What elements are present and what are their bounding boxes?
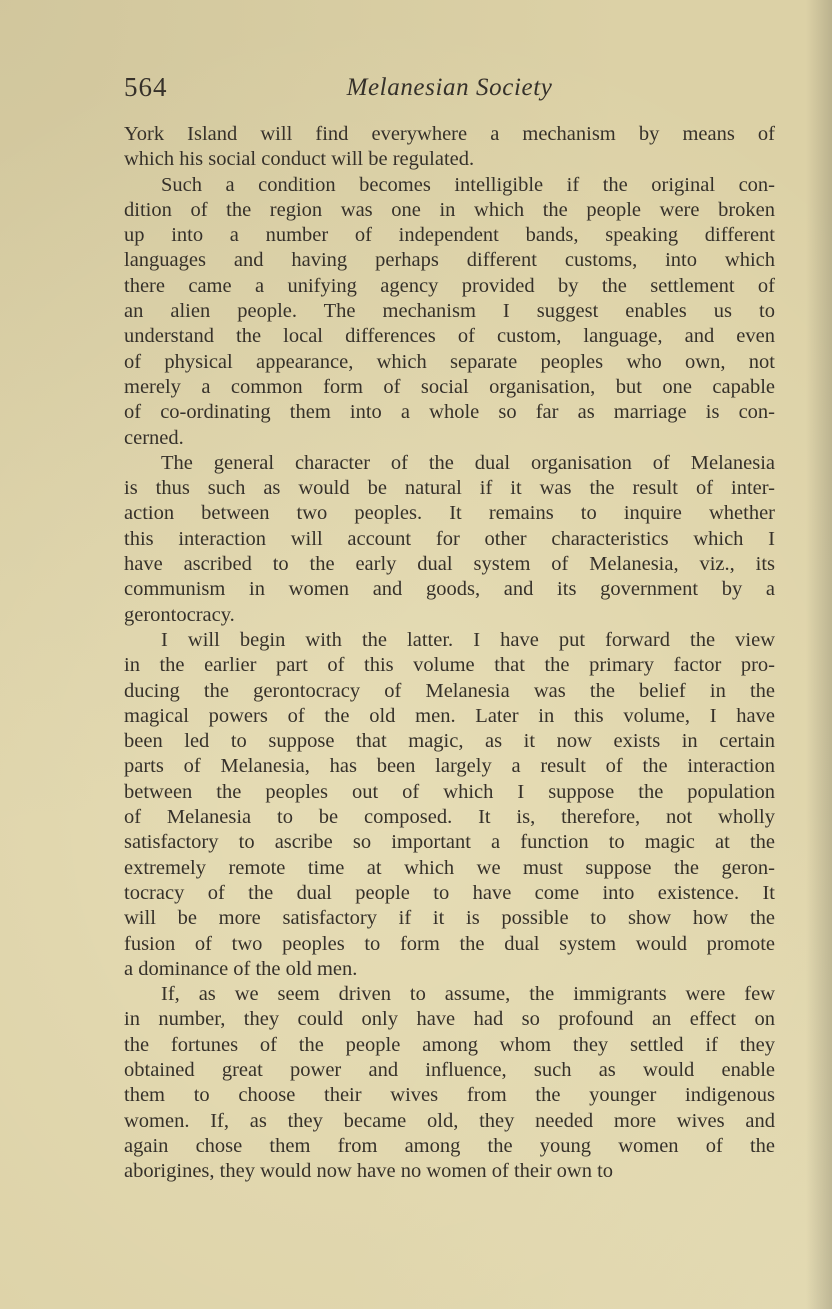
text-line: will be more satisfactory if it is possible to show how the <box>124 907 775 930</box>
text-line: is thus such as would be natural if it was the result of inter- <box>124 477 775 500</box>
text-line: satisfactory to ascribe so important a function to magic at the <box>124 831 775 854</box>
text-line: again chose them from among the young women of the <box>124 1134 775 1157</box>
text-line: fusion of two peoples to form the dual system would promote <box>124 932 775 955</box>
text-line: up into a number of independent bands, speaking different <box>124 224 775 247</box>
running-title: Melanesian Society <box>346 74 553 101</box>
text-line: them to choose their wives from the younger indigenous <box>124 1084 775 1107</box>
text-line: magical powers of the old men. Later in this volume, I have <box>124 704 775 727</box>
text-line: The general character of the dual organisation of Melanesia <box>161 451 775 474</box>
text-line: this interaction will account for other characteristics which I <box>124 527 775 550</box>
text-line: languages and having perhaps different customs, into which <box>124 249 775 272</box>
page-number: 564 <box>124 72 168 102</box>
text-line: a dominance of the old men. <box>124 957 358 980</box>
text-line: cerned. <box>124 426 184 449</box>
text-line: between the peoples out of which I suppose the population <box>124 780 775 803</box>
text-line: of Melanesia to be composed. It is, therefore, not wholly <box>124 806 775 829</box>
text-line: ducing the gerontocracy of Melanesia was the belief in the <box>124 679 775 702</box>
text-line: Such a condition becomes intelligible if the original con- <box>161 173 775 196</box>
text-line: of co-ordinating them into a whole so far as marriage is con- <box>124 401 775 424</box>
text-line: which his social conduct will be regulated. <box>124 148 475 171</box>
text-line: communism in women and goods, and its government by a <box>124 578 775 601</box>
text-line: extremely remote time at which we must suppose the geron- <box>124 856 775 879</box>
text-line: women. If, as they became old, they needed more wives and <box>124 1109 775 1132</box>
text-line: gerontocracy. <box>124 603 235 626</box>
text-line: parts of Melanesia, has been largely a result of the interaction <box>124 755 775 778</box>
paragraph <box>124 982 775 1184</box>
text-line: of physical appearance, which separate peoples who own, not <box>124 350 775 373</box>
text-line: have ascribed to the early dual system of Melanesia, viz., its <box>124 553 775 576</box>
text-line: action between two peoples. It remains to inquire whether <box>124 502 775 525</box>
text-line: in the earlier part of this volume that the primary factor pro- <box>124 654 775 677</box>
text-line: been led to suppose that magic, as it now exists in certain <box>124 730 775 753</box>
text-line: understand the local differences of custom, language, and even <box>124 325 775 348</box>
text-line: merely a common form of social organisation, but one capable <box>124 375 775 398</box>
text-line: there came a unifying agency provided by the settlement of <box>124 274 775 297</box>
text-line: If, as we seem driven to assume, the immigrants were few <box>161 983 775 1006</box>
paragraph <box>124 173 775 451</box>
text-line: the fortunes of the people among whom they settled if they <box>124 1033 775 1056</box>
text-line: dition of the region was one in which the people were broken <box>124 198 775 221</box>
text-line: aborigines, they would now have no women of their own to <box>124 1160 614 1183</box>
text-line: I will begin with the latter. I have put forward the view <box>161 628 775 651</box>
text-line: tocracy of the dual people to have come into existence. It <box>124 881 775 904</box>
text-line: York Island will find everywhere a mechanism by means of <box>124 123 775 145</box>
paragraph <box>124 451 775 628</box>
page-body <box>124 122 775 1184</box>
text-line: in number, they could only have had so profound an effect on <box>124 1008 775 1031</box>
paragraph <box>124 122 775 173</box>
page-header <box>124 73 775 103</box>
text-line: obtained great power and influence, such as would enable <box>124 1058 775 1081</box>
text-line: an alien people. The mechanism I suggest enables us to <box>124 300 775 323</box>
paragraph <box>124 628 775 982</box>
